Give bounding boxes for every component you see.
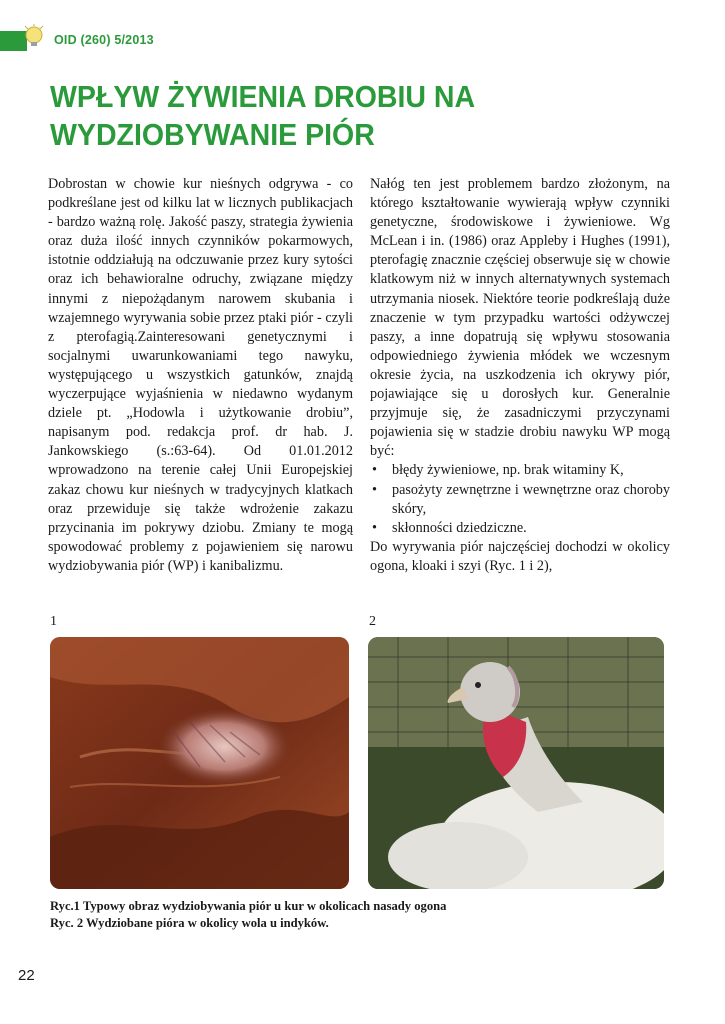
figure-1-number: 1	[50, 614, 57, 629]
figure-1-hen-photo	[50, 637, 349, 889]
list-item: • skłonności dziedziczne.	[370, 519, 670, 538]
title-line-1: WPŁYW ŻYWIENIA DROBIU NA	[50, 79, 476, 114]
body-paragraph-tail: Do wyrywania piór najczęściej dochodzi w okolicy ogona, kloaki i szyi (Ryc. 1 i 2),	[370, 538, 670, 574]
article-column-right	[370, 175, 670, 576]
title-line-2: WYDZIOBYWANIE PIÓR	[50, 117, 375, 152]
body-paragraph-right: Nałóg ten jest problemem bardzo złożonym, na którego kształtowanie wywierają wpływ czynniki genetyczne, środowiskowe i żywieniowe. Wg McLean i in. (1986) oraz Appleby i Hughes (1991), pterofagię znacznie częściej obserwuje się w chowie klatkowym niż w innych alternatywnych systemach utrzymania niosek. Niektóre teorie podkreślają duże znaczenie w tym przypadku wartości odżywczej paszy, a inne dopatrują się wpływu stosowania odpowiedniego żywienia młódek we wczesnym okresie życia, na uszkodzenia ich okrywy piór, pojawiające się u dorosłych kur. Generalnie przyjmuje się, że zasadniczymi przyczynami pojawienia się w stadzie drobiu nawyku WP mogą być:	[370, 176, 670, 460]
journal-issue: OID (260) 5/2013	[54, 33, 154, 47]
figure-captions	[50, 898, 680, 932]
body-paragraph-left: Dobrostan w chowie kur nieśnych odgrywa - co podkreślane jest od kilku lat w licznych publikacjach - bardzo ważną rolę. Jakość paszy, strategia żywienia oraz duża ilość innych czynników pokarmowych, istotnie oddziałują na odczuwanie przez kury sytości oraz ich behawioralne odruchy, związane między innymi z niepożądanym narowem skubania i wzajemnego wyrywania sobie przez ptaki piór - czyli z pterofagią.Zainteresowani genetycznymi i socjalnymi uwarunkowaniami tego nawyku, występującego u wszystkich gatunków, znajdą wyczerpujące wyjaśnienia w niedawno wydanym dziele pt. „Hodowla i użytkowanie drobiu”, napisanym pod. redakcja prof. dr hab. J. Jankowskiego (s.:63-64). Od 01.01.2012 wprowadzono na terenie całej Unii Europejskiej zakaz chowu kur nieśnych w tradycyjnych klatkach oraz przewiduje się także wdrożenie zakazu przycinania im pokrywy dziobu. Zmiany te mogą spowodować problemy z pojawieniem się narowu wydziobywania piór (WP) i kanibalizmu.	[48, 176, 353, 574]
article-title	[50, 78, 639, 154]
figure-2-turkey-photo	[368, 637, 664, 889]
page-number: 22	[18, 967, 35, 984]
list-item: • pasożyty zewnętrzne i wewnętrzne oraz choroby skóry,	[370, 481, 670, 519]
lightbulb-logo-icon	[22, 24, 48, 50]
caption-figure-2: Ryc. 2 Wydziobane pióra w okolicy wola u indyków.	[50, 916, 329, 930]
caption-figure-1: Ryc.1 Typowy obraz wydziobywania piór u kur w okolicach nasady ogona	[50, 899, 447, 913]
article-column-left	[48, 175, 353, 576]
figure-2-number: 2	[369, 614, 376, 629]
list-item: • błędy żywieniowe, np. brak witaminy K,	[370, 461, 670, 480]
causes-list	[370, 461, 670, 537]
